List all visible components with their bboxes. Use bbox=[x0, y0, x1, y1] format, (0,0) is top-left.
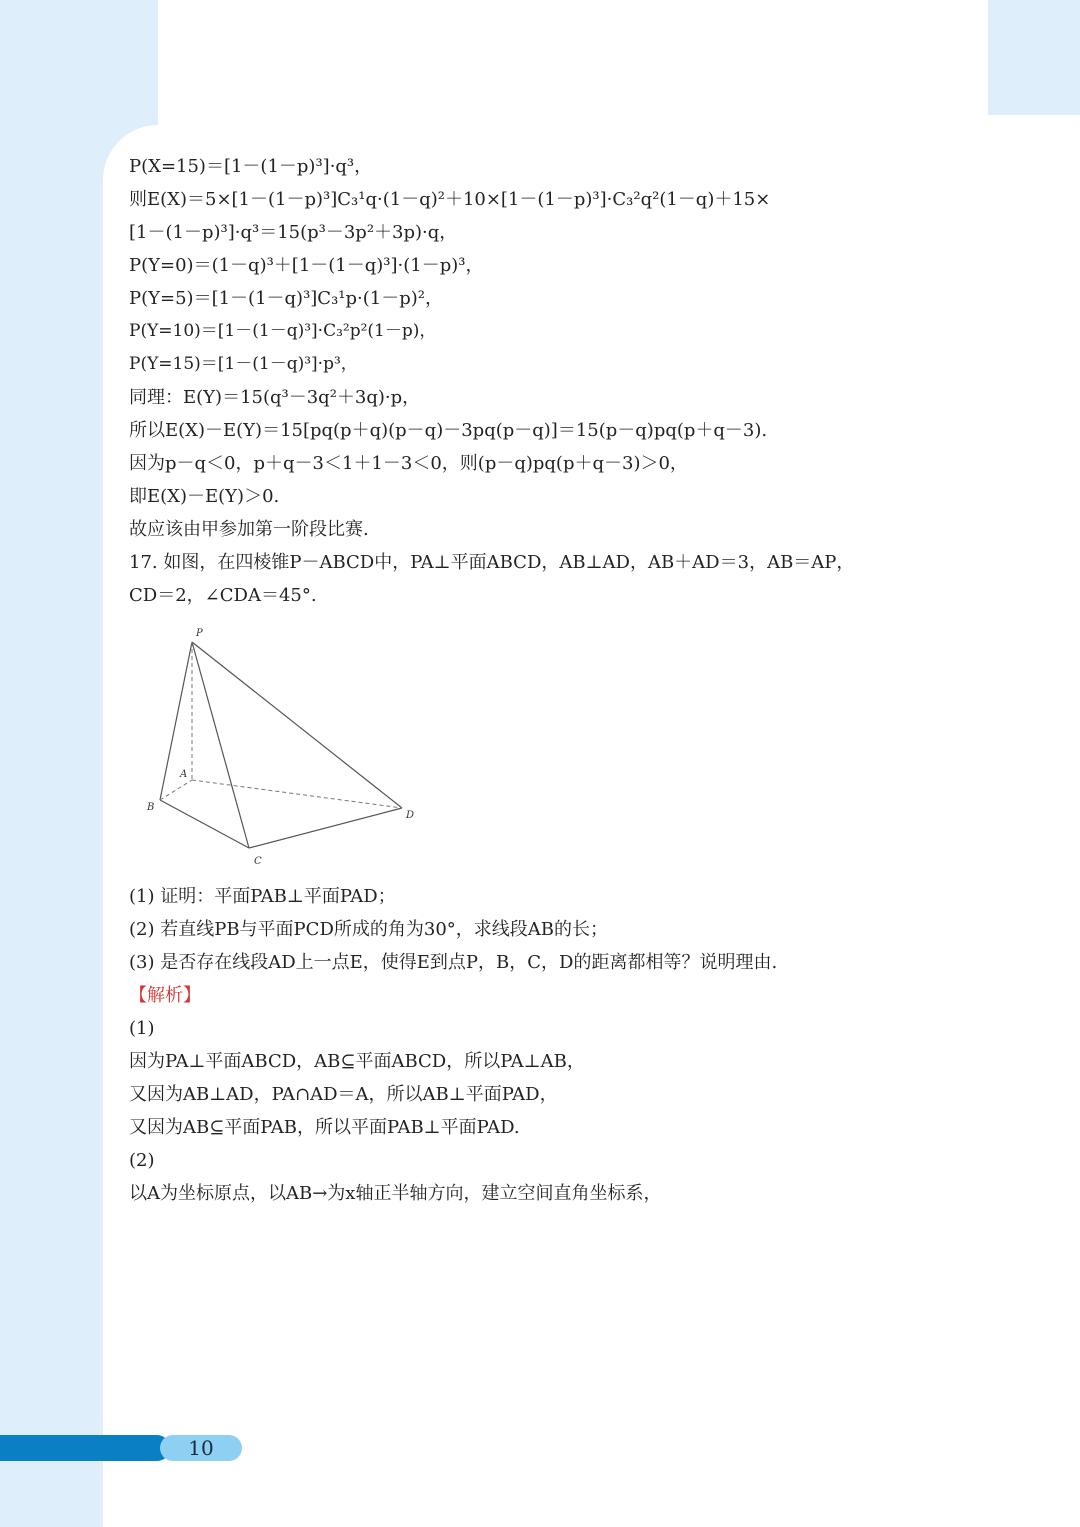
top-corner-decoration bbox=[103, 0, 158, 125]
solution-tag: 【解析】 bbox=[129, 985, 201, 1006]
part-label: (1) bbox=[129, 1018, 155, 1039]
problem-statement: CD＝2，∠CDA＝45°. bbox=[129, 585, 317, 606]
text-line: 因为p－q＜0，p＋q－3＜1＋1－3＜0，则(p－q)pq(p＋q－3)＞0， bbox=[129, 453, 688, 474]
text-line: 因为PA⊥平面ABCD，AB⊆平面ABCD，所以PA⊥AB， bbox=[129, 1051, 585, 1072]
vertex-label-a: A bbox=[180, 769, 188, 780]
text-line: 则E(X)＝5×[1－(1－p)³]C₃¹q·(1－q)²＋10×[1－(1－p)³]·C₃²q²(1－q)＋15× bbox=[129, 189, 771, 210]
question-1: (1) 证明：平面PAB⊥平面PAD； bbox=[129, 886, 396, 907]
pyramid-diagram bbox=[144, 620, 444, 870]
question-3: (3) 是否存在线段AD上一点E，使得E到点P，B，C，D的距离都相等？说明理由. bbox=[129, 952, 778, 973]
text-line: P(Y=5)＝[1－(1－q)³]C₃¹p·(1－p)²， bbox=[129, 288, 443, 309]
top-right-tab bbox=[988, 0, 1080, 115]
text-line: P(Y=0)＝(1－q)³＋[1－(1－q)³]·(1－p)³， bbox=[129, 255, 484, 276]
vertex-label-d: D bbox=[406, 810, 415, 821]
text-line: P(Y=10)＝[1－(1－q)³]·C₃²p²(1－p)， bbox=[129, 321, 437, 341]
left-margin-band bbox=[0, 0, 103, 1527]
text-line: 所以E(X)－E(Y)＝15[pq(p＋q)(p－q)－3pq(p－q)]＝15(p－q)pq(p＋q－3). bbox=[129, 420, 768, 441]
text-line: P(X=15)＝[1－(1－p)³]·q³， bbox=[129, 156, 373, 177]
vertex-label-c: C bbox=[254, 856, 262, 867]
text-line: 即E(X)－E(Y)＞0. bbox=[129, 486, 280, 507]
text-line: 同理：E(Y)＝15(q³－3q²＋3q)·p， bbox=[129, 387, 421, 408]
vertex-label-p: P bbox=[196, 628, 203, 639]
text-line: [1－(1－p)³]·q³＝15(p³－3p²＋3p)·q， bbox=[129, 222, 458, 243]
vertex-label-b: B bbox=[147, 802, 155, 813]
problem-statement: 17. 如图，在四棱锥P－ABCD中，PA⊥平面ABCD，AB⊥AD，AB＋AD＝3，AB＝AP， bbox=[129, 552, 855, 573]
footer-bar bbox=[0, 1435, 170, 1461]
text-line: 以A为坐标原点，以AB→为x轴正半轴方向，建立空间直角坐标系， bbox=[129, 1183, 662, 1204]
text-line: 故应该由甲参加第一阶段比赛. bbox=[129, 519, 369, 540]
page-content bbox=[129, 150, 969, 1210]
page-number: 10 bbox=[188, 1436, 214, 1460]
question-2: (2) 若直线PB与平面PCD所成的角为30°，求线段AB的长； bbox=[129, 919, 609, 940]
text-line: 又因为AB⊆平面PAB，所以平面PAB⊥平面PAD. bbox=[129, 1117, 520, 1138]
part-label: (2) bbox=[129, 1150, 155, 1171]
text-line: P(Y=15)＝[1－(1－q)³]·p³， bbox=[129, 354, 358, 374]
text-line: 又因为AB⊥AD，PA∩AD＝A，所以AB⊥平面PAD， bbox=[129, 1084, 558, 1105]
pyramid-figure bbox=[144, 620, 444, 870]
